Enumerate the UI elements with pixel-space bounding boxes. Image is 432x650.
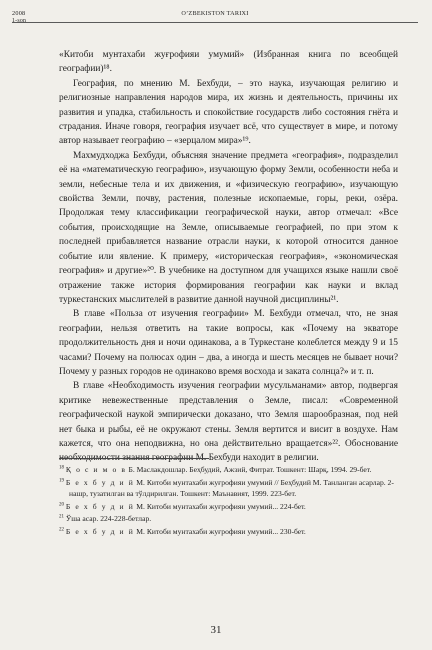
footnote-author: Қ о с и м о в [65,465,127,474]
footnote-text: М. Китоби мунтахаби жуғрофияи умумий... 230-бет. [134,526,306,536]
footnote-author: Б е х б у д и й [65,526,135,536]
footnote-text: М. Китоби мунтахаби жуғрофияи умумий // Беҳбудий М. Танланган асарлар. 2-нашр, тузатилган ва тўлдирилган. Тошкент: Маънавият, 1999. 223-бет. [69,477,394,498]
footnote-divider [59,458,209,459]
running-header [12,10,418,22]
paragraph: «Китоби мунтахаби жуғрофияи умумий» (Избранная книга по всеобщей географии)¹⁸. [59,50,398,75]
paragraph: В главе «Польза от изучения географии» М. Бехбуди отмечал, что, не зная географии, нельзя ответить на такие вопросы, как «Почему на экваторе продолжительность дня и ночи одинакова, а в Туркестане колеблется между 9 и 15 часами? Почему на полюсах один – два, а иногда и шесть месяцев не бывает ночи? Почему у разных городов не одинаково время восхода и заката солнца?» и т. п. [59,309,398,377]
footnote-number: 21 [59,514,64,520]
page-number: 31 [210,624,222,636]
paragraph: География, по мнению М. Бехбуди, – это наука, изучающая религию и религиозные направления народов мира, их жизнь и деятельность, причины их развития и упадка, стабильность и спокойствие государств либо состояния гнёта и страдания. Иначе говоря, география изучает всё, что существует в мире, и потому автор называет географию – «зерцалом мира»¹⁹. [59,78,398,147]
footnote-number: 18 [59,465,64,471]
footnote-number: 22 [59,526,64,532]
footnote [59,513,396,525]
header-journal-title: O’ZBEKISTON TARIXI [181,10,249,17]
article-body [59,48,398,466]
footnotes [59,464,396,538]
footnote-number: 19 [59,477,64,483]
footnote-author: Б е х б у д и й [65,501,135,511]
header-year: 2008 [12,10,26,17]
header-issue: 1-son [12,18,27,24]
footnote-text: М. Китоби мунтахаби жуғрофияи умумий... 224-бет. [134,501,306,511]
footnote [59,501,396,513]
footnote-number: 20 [59,501,64,507]
paragraph: Махмудходжа Бехбуди, объясняя значение предмета «география», подразделил её на «математическую географию», изучающую форму Земли, особенности неба и земли, небесные тела и их движения, и «физическую географию», изучающую свойства Земли, почву, растения, полезные ископаемые, горы, реки, озёра. Продолжая тему классификации географической науки, автор отмечал: «Все события, происходящие на Земле, описываемые географией, по при этом к последней прибавляется название отрасли науки, к которой относится данное событие или явление. К примеру, «историческая география», «экономическая география» и другие»²⁰. В учебнике на доступном для учащихся языке нашли своё отражение также история формирования географии как науки и вклад туркестанских мыслителей в развитие данной научной дисциплины²¹. [59,150,398,305]
footnote-text: Б. Маслакдошлар. Беҳбудий, Ажзий, Фитрат. Тошкент: Шарқ, 1994. 29-бет. [126,465,372,474]
footnote-text: Ўша асар. 224-228-бетлар. [65,514,152,523]
header-divider [12,22,418,23]
footnote [59,526,396,538]
footnote-author: Б е х б у д и й [65,477,135,487]
paragraph: В главе «Необходимость изучения географии мусульманами» автор, подвергая критике невежественные представления о Земле, писал: «Современной географической наукой эмпирически доказано, что Земля шарообразная, под ней нет быка и рыбы, её не окружают стены. Земля вертится и висит в воздухе. Нам кажется, что она неподвижна, но она действительно вращается»²². Обоснование необходимости знания географии М. Бехбуди находит в религии. [59,381,398,464]
footnote [59,464,396,476]
footnote [59,477,396,500]
